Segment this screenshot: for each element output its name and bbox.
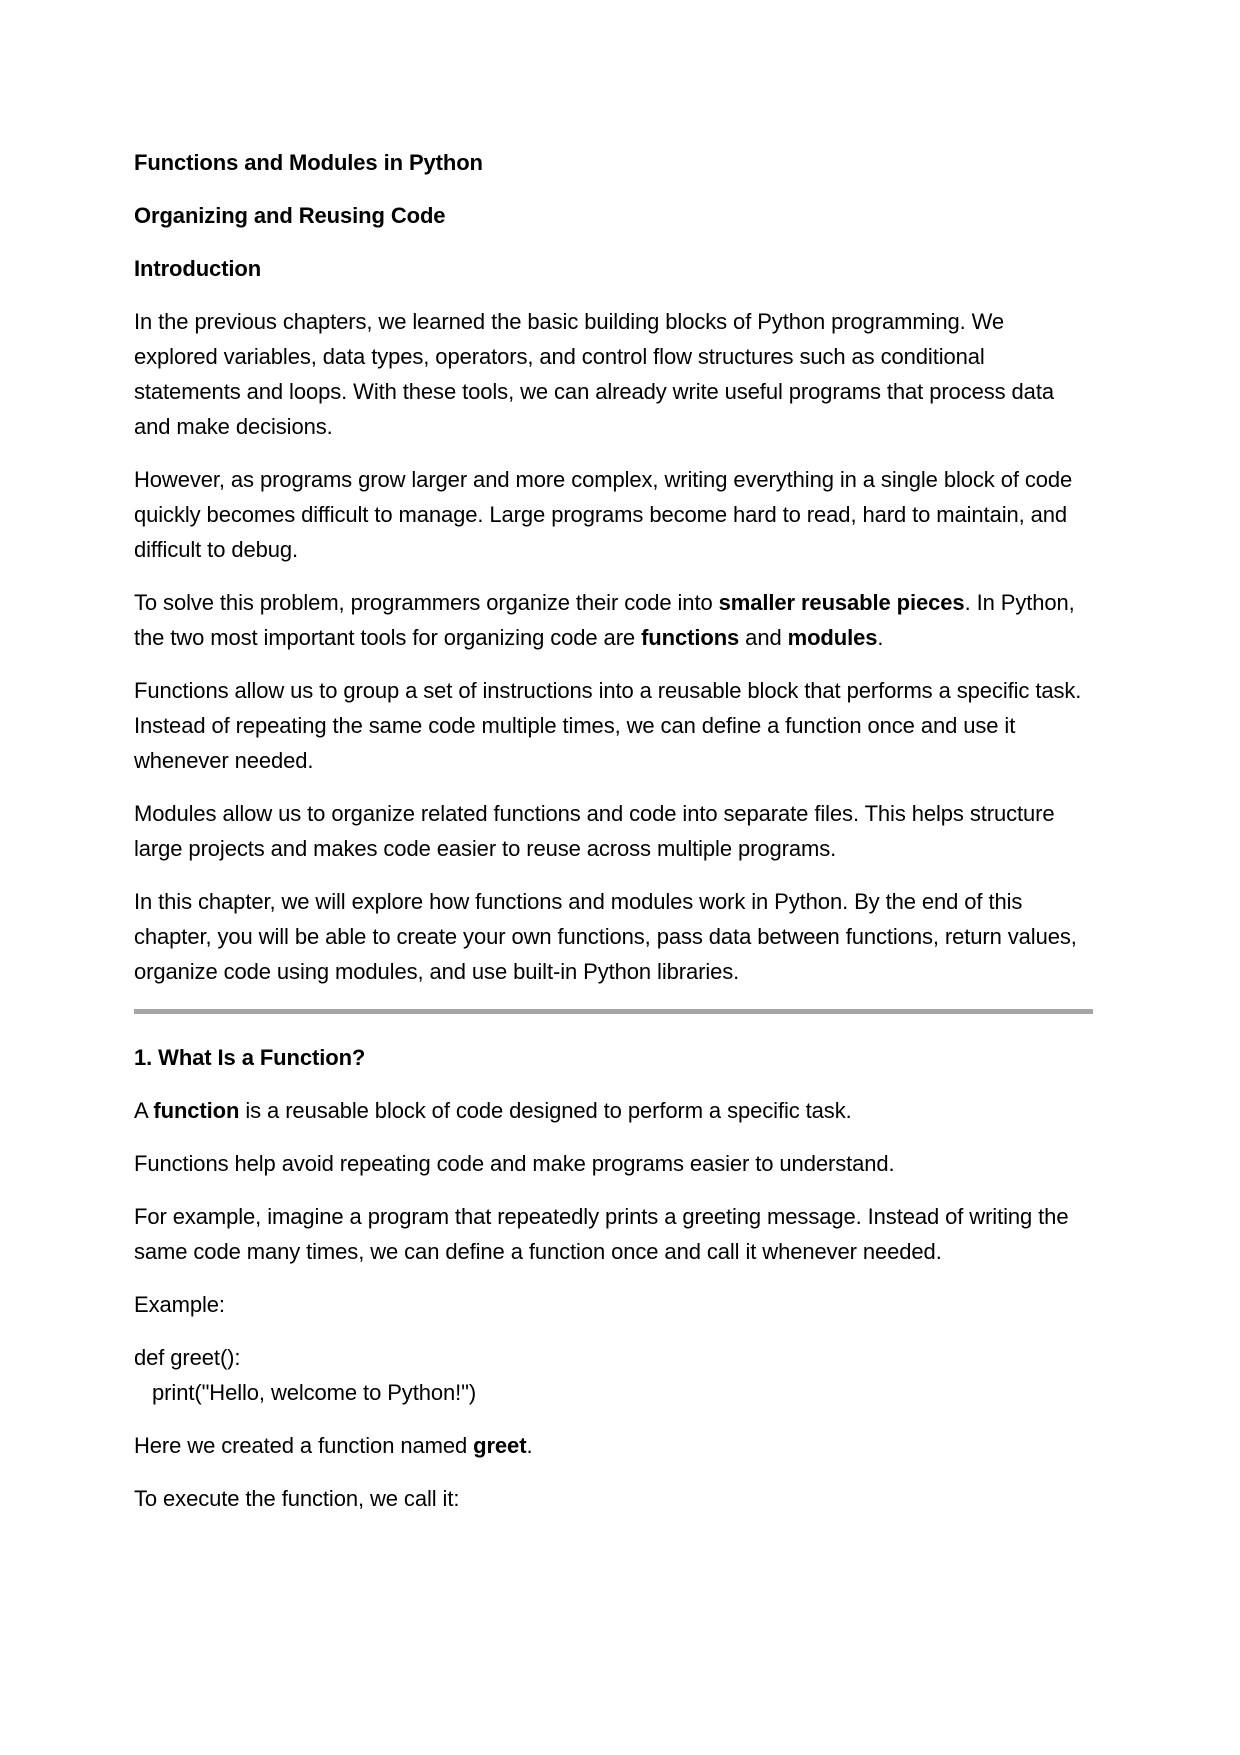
text-run: To execute the function, we call it: (134, 1486, 460, 1511)
bold-text-run: greet (473, 1433, 527, 1458)
text-run: is a reusable block of code designed to perform a specific task. (239, 1098, 852, 1123)
code-block (134, 1340, 1093, 1410)
code-line: def greet(): (134, 1345, 241, 1370)
text-run: To solve this problem, programmers organize their code into (134, 590, 719, 615)
text-run: and (739, 625, 788, 650)
text-run: Example: (134, 1292, 225, 1317)
bold-text-run: Organizing and Reusing Code (134, 203, 446, 228)
text-run: Modules allow us to organize related functions and code into separate files. This helps structure large projects and makes code easier to reuse across multiple programs. (134, 801, 1055, 861)
document-content (134, 145, 1093, 1516)
paragraph (134, 1428, 1093, 1463)
text-run: However, as programs grow larger and more complex, writing everything in a single block of code quickly becomes difficult to manage. Large programs become hard to read, hard to maintain, and difficult to debug. (134, 467, 1073, 562)
paragraph (134, 304, 1093, 444)
text-run: In the previous chapters, we learned the basic building blocks of Python programming. We explored variables, data types, operators, and control flow structures such as conditional statements and loops. With these tools, we can already write useful programs that process data and make decisions. (134, 309, 1054, 439)
paragraph (134, 1146, 1093, 1181)
paragraph (134, 462, 1093, 567)
paragraph (134, 1287, 1093, 1322)
text-run: . (877, 625, 884, 650)
paragraph (134, 673, 1093, 778)
paragraph (134, 1481, 1093, 1516)
heading (134, 251, 1093, 286)
text-run: In this chapter, we will explore how functions and modules work in Python. By the end of this chapter, you will be able to create your own functions, pass data between functions, return values, organize code using modules, and use built-in Python libraries. (134, 889, 1077, 984)
bold-text-run: 1. What Is a Function? (134, 1045, 366, 1070)
bold-text-run: function (153, 1098, 240, 1123)
paragraph (134, 1199, 1093, 1269)
heading (134, 145, 1093, 180)
section-divider (134, 1009, 1093, 1014)
text-run: Here we created a function named (134, 1433, 474, 1458)
text-run: . In Python, the two most important tools for organizing code are (134, 590, 1075, 650)
text-run: A (134, 1098, 154, 1123)
paragraph (134, 1093, 1093, 1128)
paragraph (134, 796, 1093, 866)
bold-text-run: modules (787, 625, 878, 650)
bold-text-run: functions (641, 625, 740, 650)
paragraph (134, 585, 1093, 655)
heading (134, 198, 1093, 233)
heading (134, 1040, 1093, 1075)
text-run: . (526, 1433, 533, 1458)
bold-text-run: smaller reusable pieces (718, 590, 965, 615)
text-run: For example, imagine a program that repeatedly prints a greeting message. Instead of writing the same code many times, we can define a function once and call it whenever needed. (134, 1204, 1069, 1264)
paragraph (134, 884, 1093, 989)
code-line: print("Hello, welcome to Python!") (134, 1380, 477, 1405)
bold-text-run: Functions and Modules in Python (134, 150, 483, 175)
bold-text-run: Introduction (134, 256, 262, 281)
text-run: Functions help avoid repeating code and make programs easier to understand. (134, 1151, 895, 1176)
text-run: Functions allow us to group a set of instructions into a reusable block that performs a specific task. Instead of repeating the same code multiple times, we can define a function once and use it whenever needed. (134, 678, 1082, 773)
